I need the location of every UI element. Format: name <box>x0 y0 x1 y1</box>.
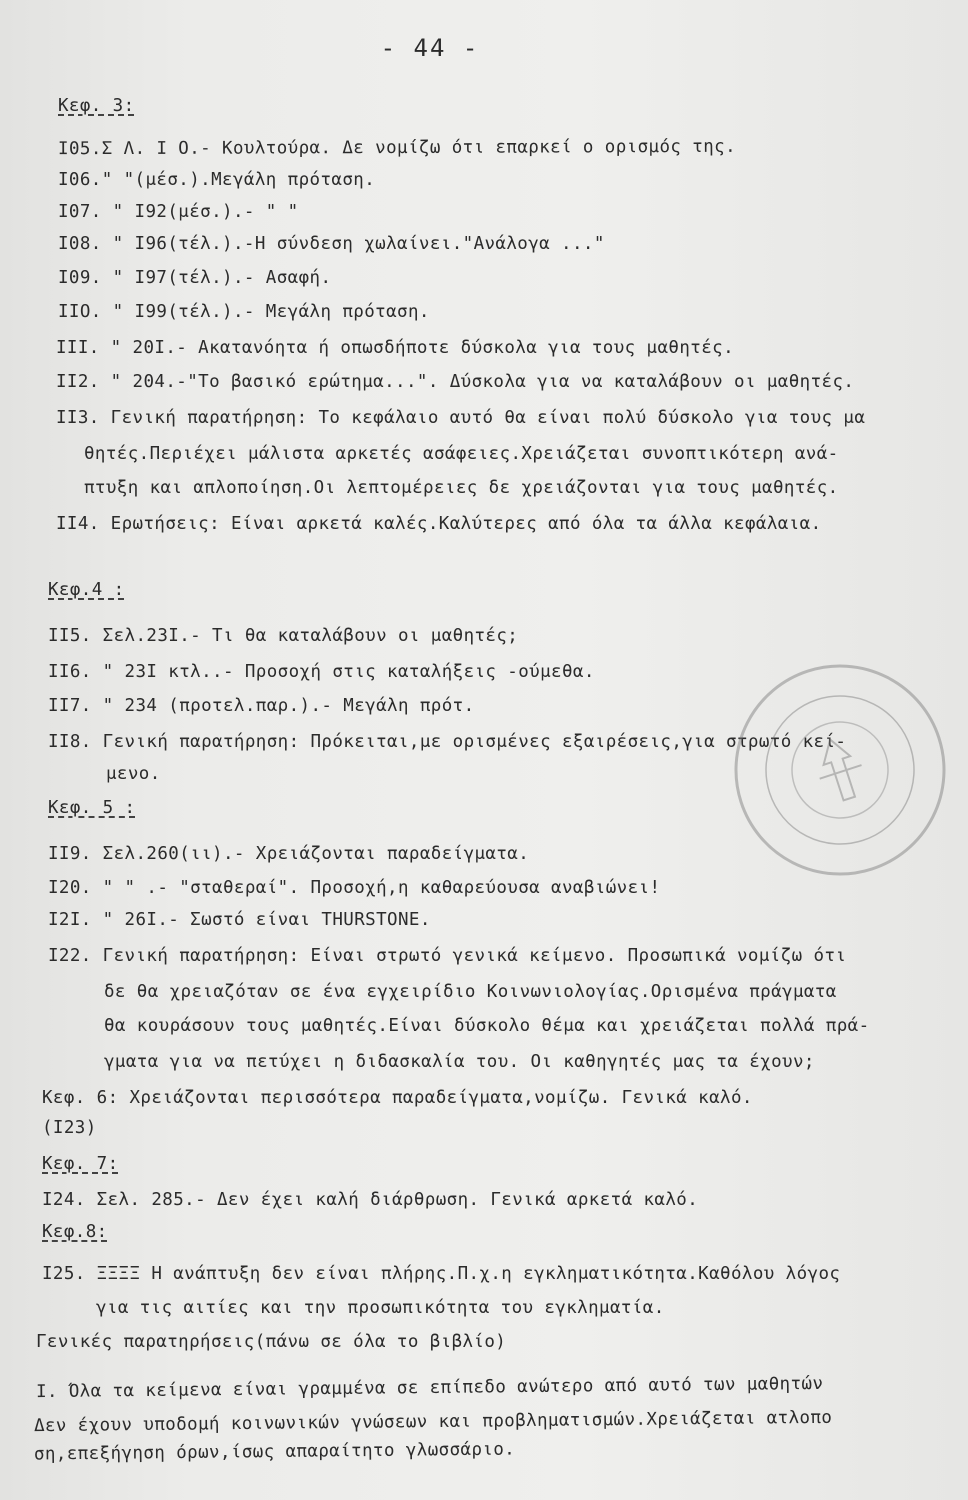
note-line: I09. " I97(τέλ.).- Ασαφή. <box>58 268 332 288</box>
note-line: I. Όλα τα κείμενα είναι γραμμένα σε επίπεδο ανώτερο από αυτό των μαθητών <box>35 1373 824 1403</box>
note-line: I08. " I96(τέλ.).-Η σύνδεση χωλαίνει."Ανάλογα ..." <box>58 234 605 254</box>
chapter-heading: Κεφ.8: <box>42 1222 108 1242</box>
note-line: I05.Σ Λ. Ι Ο.- Κουλτούρα. Δε νομίζω ότι επαρκεί ο ορισμός της. <box>57 136 737 160</box>
chapter-heading: Κεφ.4 : <box>48 580 125 600</box>
note-line: I07. " I92(μέσ.).- " " <box>58 202 299 222</box>
note-line: ση,επεξήγηση όρων,ίσως απαραίτητο γλωσσάριο. <box>33 1439 516 1465</box>
note-line: III. " 20I.- Ακατανόητα ή οπωσδήποτε δύσκολα για τους μαθητές. <box>56 338 735 358</box>
note-line: II2. " 204.-"Το βασικό ερώτημα...". Δύσκολα για να καταλάβουν οι μαθητές. <box>56 372 855 392</box>
note-line: για τις αιτίες και την προσωπικότητα του εγκληματία. <box>96 1298 665 1318</box>
note-line: II7. " 234 (προτελ.παρ.).- Μεγάλη πρότ. <box>48 696 475 716</box>
note-line: I22. Γενική παρατήρηση: Είναι στρωτό γενικά κείμενο. Προσωπικά νομίζω ότι <box>48 946 847 966</box>
note-line: IIO. " I99(τέλ.).- Μεγάλη πρόταση. <box>58 302 430 322</box>
note-line: II9. Σελ.260(ιι).- Χρειάζονται παραδείγματα. <box>48 844 530 864</box>
note-line: I20. " " .- "σταθεραί". Προσοχή,η καθαρεύουσα αναβιώνει! <box>48 878 661 898</box>
note-line: II4. Ερωτήσεις: Είναι αρκετά καλές.Καλύτερες από όλα τα άλλα κεφάλαια. <box>56 514 822 534</box>
chapter-heading: Κεφ. 3: <box>58 96 135 116</box>
note-line: II3. Γενική παρατήρηση: Το κεφάλαιο αυτό θα είναι πολύ δύσκολο για τους μα <box>56 408 866 428</box>
chapter-heading: Κεφ. 7: <box>42 1154 119 1174</box>
note-line: II6. " 23I κτλ..- Προσοχή στις καταλήξεις -ούμεθα. <box>48 662 595 682</box>
note-line: μενο. <box>106 764 161 784</box>
note-line: θα κουράσουν τους μαθητές.Είναι δύσκολο θέμα και χρειάζεται πολλά πρά- <box>104 1016 870 1036</box>
note-line: II8. Γενική παρατήρηση: Πρόκειται,με ορισμένες εξαιρέσεις,για στρωτό κεί- <box>48 732 847 752</box>
page-number: - 44 - <box>380 34 480 62</box>
note-line: I24. Σελ. 285.- Δεν έχει καλή διάρθρωση. Γενικά αρκετά καλό. <box>42 1190 699 1210</box>
note-line: δε θα χρειαζόταν σε ένα εγχειρίδιο Κοινωνιολογίας.Ορισμένα πράγματα <box>104 982 837 1002</box>
note-line: Δεν έχουν υποδομή κοινωνικών γνώσεων και προβληματισμών.Χρειάζεται ατλοπο <box>33 1407 833 1437</box>
chapter-heading: Κεφ. 6: Χρειάζονται περισσότερα παραδείγματα,νομίζω. Γενικά καλό. <box>42 1088 753 1108</box>
note-line: (I23) <box>42 1118 97 1138</box>
note-line: I2I. " 26I.- Σωστό είναι THURSTONE. <box>48 910 431 930</box>
official-stamp <box>701 631 968 908</box>
note-line: I25. ΞΞΞΞ Η ανάπτυξη δεν είναι πλήρης.Π.χ.η εγκληματικότητα.Καθόλου λόγος <box>42 1264 841 1284</box>
chapter-heading: Κεφ. 5 : <box>48 798 136 818</box>
note-line: θητές.Περιέχει μάλιστα αρκετές ασάφειες.Χρειάζεται συνοπτικότερη ανά- <box>84 444 839 464</box>
note-line: πτυξη και απλοποίηση.Οι λεπτομέρειες δε χρειάζονται για τους μαθητές. <box>84 478 839 498</box>
stamp-seal-icon <box>701 631 968 908</box>
note-line: I06." "(μέσ.).Μεγάλη πρόταση. <box>58 170 376 190</box>
note-line: II5. Σελ.23Ι.- Τι θα καταλάβουν οι μαθητές; <box>48 626 519 646</box>
note-line: γματα για να πετύχει η διδασκαλία του. Οι καθηγητές μας τα έχουν; <box>104 1052 815 1072</box>
general-remarks-heading: Γενικές παρατηρήσεις(πάνω σε όλα το βιβλίο) <box>36 1332 507 1352</box>
